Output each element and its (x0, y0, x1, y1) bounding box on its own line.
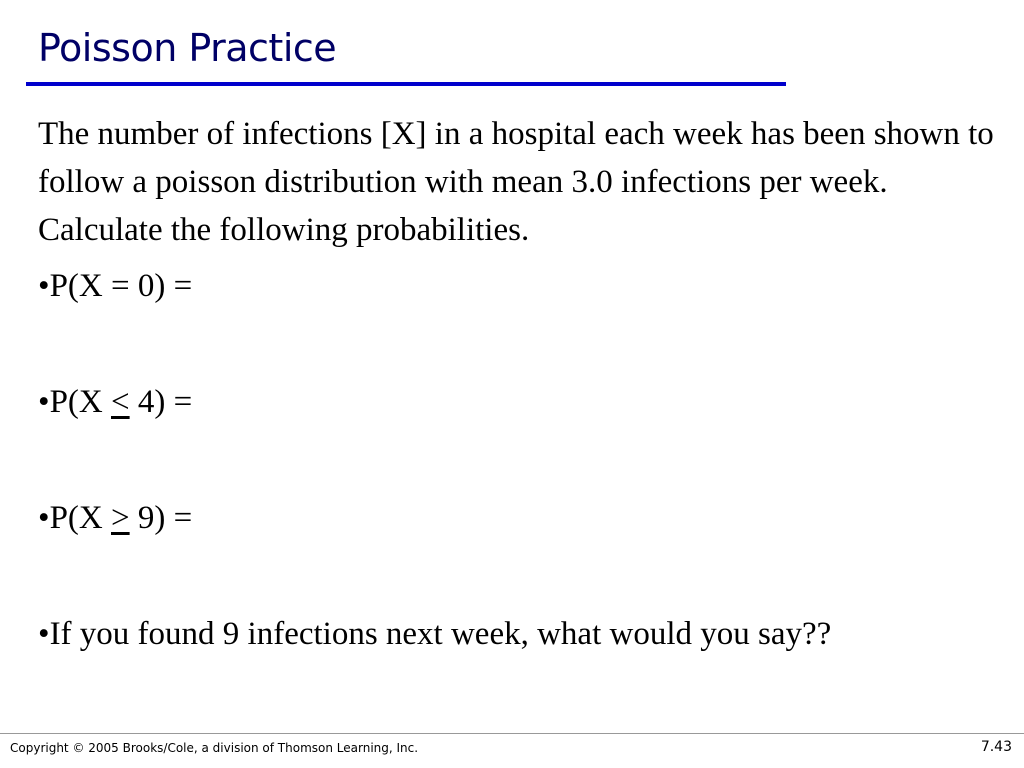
problem-statement: The number of infections [X] in a hospital each week has been shown to follow a poisson distribution with mean 3.0 infections per week. Calculate the following probabilities. (38, 116, 994, 248)
footer-divider (0, 733, 1024, 734)
bullet-p-x-equals-0 (38, 262, 998, 310)
less-than-or-equal-symbol: < (111, 384, 130, 420)
title-underline-divider (26, 82, 786, 86)
bullet-text-end: 9) = (129, 500, 193, 536)
bullet-p-x-le-4 (38, 378, 998, 426)
bullet-text: P(X = 0) = (49, 268, 193, 304)
bullet-text: If you found 9 infections next week, what would you say?? (49, 616, 832, 652)
bullet-text-end: 4) = (129, 384, 193, 420)
slide-number: 7.43 (980, 739, 1012, 755)
footer-copyright: Copyright © 2005 Brooks/Cole, a division of Thomson Learning, Inc. (10, 741, 419, 755)
bullet-dot (38, 616, 50, 652)
bullet-interpretation-question (38, 610, 998, 658)
bullet-p-x-ge-9 (38, 494, 998, 542)
bullet-text-start: P(X (49, 500, 111, 536)
slide-title: Poisson Practice (38, 26, 337, 70)
bullet-dot (38, 384, 50, 420)
bullet-dot (38, 268, 50, 304)
greater-than-or-equal-symbol: > (111, 500, 130, 536)
bullet-text-start: P(X (49, 384, 111, 420)
slide-body (38, 110, 998, 658)
bullet-dot (38, 500, 50, 536)
